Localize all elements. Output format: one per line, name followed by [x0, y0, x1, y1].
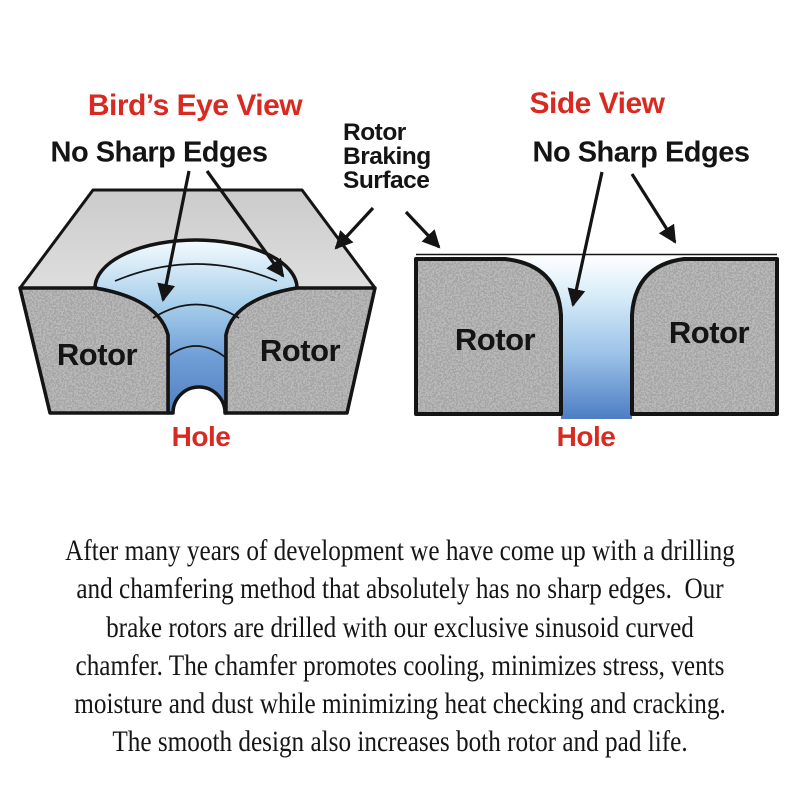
- rotor-braking-surface-line3: Surface: [343, 167, 430, 194]
- description-line: After many years of development we have come up with a drilling: [65, 534, 735, 567]
- rotor-braking-surface-line2: Braking: [343, 143, 431, 170]
- side-view-title: Side View: [529, 87, 665, 120]
- no-sharp-edges-label-right: No Sharp Edges: [532, 136, 750, 169]
- birds-eye-diagram: [20, 190, 375, 413]
- hole-label-birdseye: Hole: [171, 421, 231, 452]
- hole-label-sideview: Hole: [556, 421, 616, 452]
- arrow-braking-surface-left: [336, 208, 373, 248]
- description-line: and chamfering method that absolutely has no sharp edges. Our: [76, 572, 724, 606]
- no-sharp-edges-label-left: No Sharp Edges: [50, 136, 268, 169]
- description-paragraph: [0, 532, 800, 762]
- arrow-no-sharp-right-b: [632, 174, 675, 242]
- rotor-label-birdseye-left: Rotor: [56, 337, 138, 372]
- arrow-braking-surface-right: [406, 212, 439, 247]
- birds-eye-title: Bird’s Eye View: [87, 89, 303, 122]
- rotor-braking-surface-line1: Rotor: [343, 119, 406, 146]
- rotor-label-birdseye-right: Rotor: [259, 333, 341, 368]
- rotor-label-sideview-left: Rotor: [454, 322, 536, 357]
- description-line: chamfer. The chamfer promotes cooling, minimizes stress, vents: [75, 648, 725, 682]
- rotor-braking-surface-label: [343, 121, 431, 193]
- description-line: moisture and dust while minimizing heat checking and cracking.: [74, 687, 726, 721]
- description-line: The smooth design also increases both rotor and pad life.: [112, 725, 688, 759]
- description-line: brake rotors are drilled with our exclusive sinusoid curved: [106, 610, 694, 644]
- rotor-label-sideview-right: Rotor: [668, 315, 750, 350]
